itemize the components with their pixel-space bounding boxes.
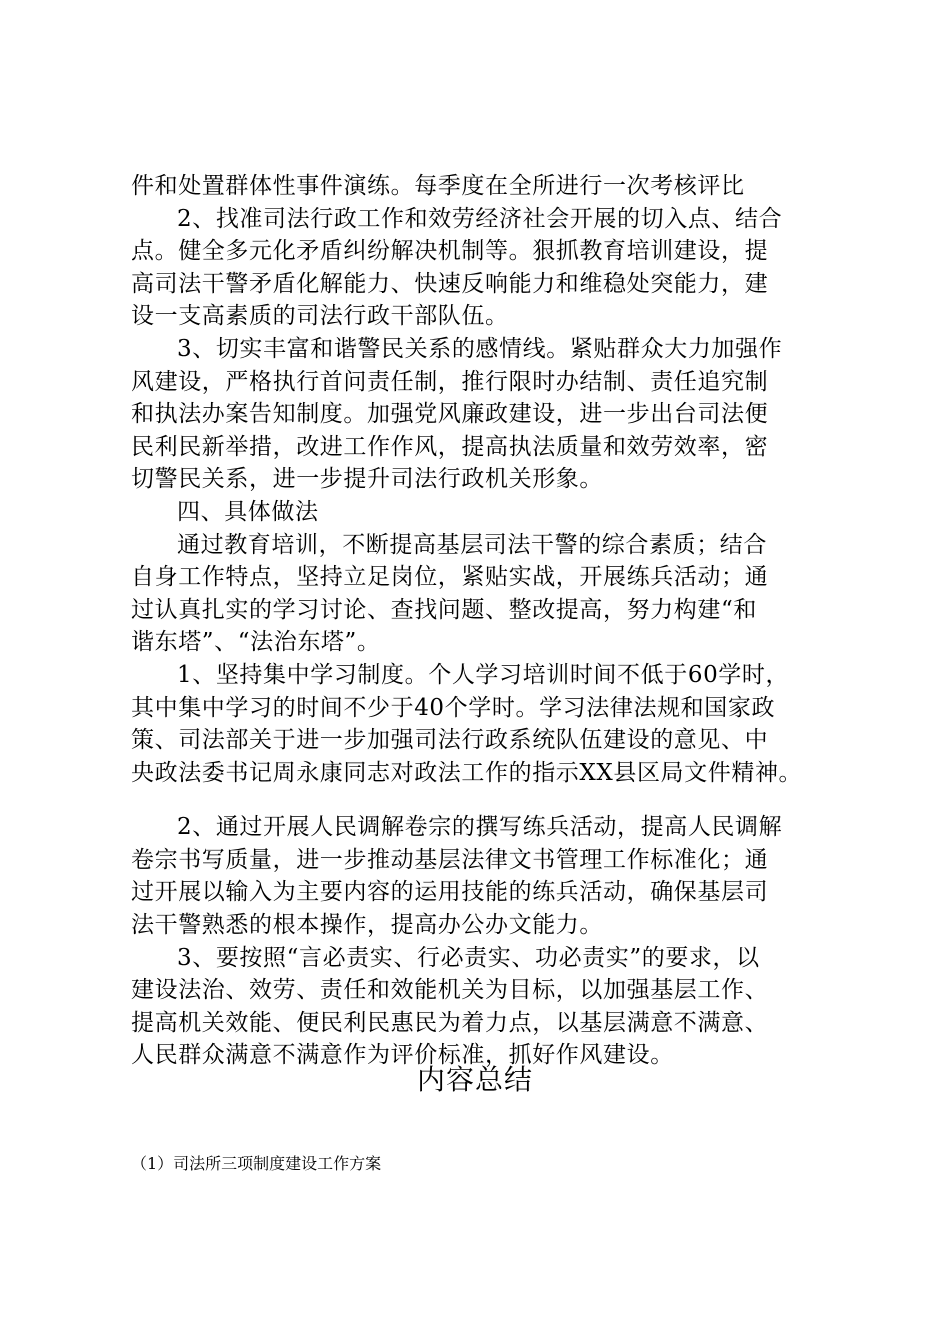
paragraph-line: 3、切实丰富和谐警民关系的感情线。紧贴群众大力加强作 [177, 335, 783, 362]
paragraph-line: 设一支高素质的司法行政干部队伍。 [131, 303, 509, 330]
paragraph-line: 人民群众满意不满意作为评价标准，抓好作风建设。 [131, 1042, 674, 1069]
paragraph-line: 民利民新举措，改进工作作风，提高执法质量和效劳效率，密 [131, 433, 769, 460]
paragraph-line: 切警民关系，进一步提升司法行政机关形象。 [131, 466, 603, 493]
paragraph-line: 自身工作特点，坚持立足岗位，紧贴实战，开展练兵活动；通 [131, 564, 769, 591]
paragraph-line: 其中集中学习的时间不少于40个学时。学习法律法规和国家政 [131, 694, 776, 721]
paragraph-line: 通过教育培训，不断提高基层司法干警的综合素质；结合 [177, 531, 767, 558]
section-heading: 四、具体做法 [177, 498, 319, 525]
paragraph-line: 件和处置群体性事件演练。每季度在全所进行一次考核评比 [131, 173, 745, 199]
document-body [131, 170, 831, 1072]
paragraph-line: 法干警熟悉的根本操作，提高办公办文能力。 [131, 912, 603, 939]
paragraph-line: 建设法治、效劳、责任和效能机关为目标，以加强基层工作、 [131, 977, 769, 1004]
paragraph-line: 过认真扎实的学习讨论、查找问题、整改提高，努力构建“和 [131, 596, 757, 623]
paragraph-line: 过开展以输入为主要内容的运用技能的练兵活动，确保基层司 [131, 879, 769, 906]
paragraph-line: 卷宗书写质量，进一步推动基层法律文书管理工作标准化；通 [131, 846, 769, 873]
paragraph-line: 点。健全多元化矛盾纠纷解决机制等。狠抓教育培训建设，提 [131, 238, 769, 265]
paragraph-gap [131, 789, 831, 811]
paragraph-line: 高司法干警矛盾化解能力、快速反响能力和维稳处突能力，建 [131, 270, 769, 297]
paragraph-line: 2、找准司法行政工作和效劳经济社会开展的切入点、结合 [177, 205, 783, 232]
paragraph-line: 3、要按照“言必责实、行必责实、功必责实”的要求，以 [177, 944, 760, 971]
paragraph-line: 谐东塔”、“法治东塔”。 [131, 629, 381, 656]
summary-title: 内容总结 [416, 1063, 533, 1096]
paragraph-line: 和执法办案告知制度。加强党风廉政建设，进一步出台司法便 [131, 401, 769, 428]
summary-item: （1）司法所三项制度建设工作方案 [131, 1154, 382, 1173]
paragraph-line: 提高机关效能、便民利民惠民为着力点，以基层满意不满意、 [131, 1009, 769, 1036]
paragraph-line: 1、坚持集中学习制度。个人学习培训时间不低于60学时， [177, 661, 790, 688]
paragraph-line: 策、司法部关于进一步加强司法行政系统队伍建设的意见、中 [131, 727, 769, 754]
paragraph-line: 2、通过开展人民调解卷宗的撰写练兵活动，提高人民调解 [177, 814, 783, 841]
paragraph-line: 风建设，严格执行首问责任制，推行限时办结制、责任追究制 [131, 368, 769, 395]
paragraph-line: 央政法委书记周永康同志对政法工作的指示XX县区局文件精神。 [131, 759, 803, 786]
